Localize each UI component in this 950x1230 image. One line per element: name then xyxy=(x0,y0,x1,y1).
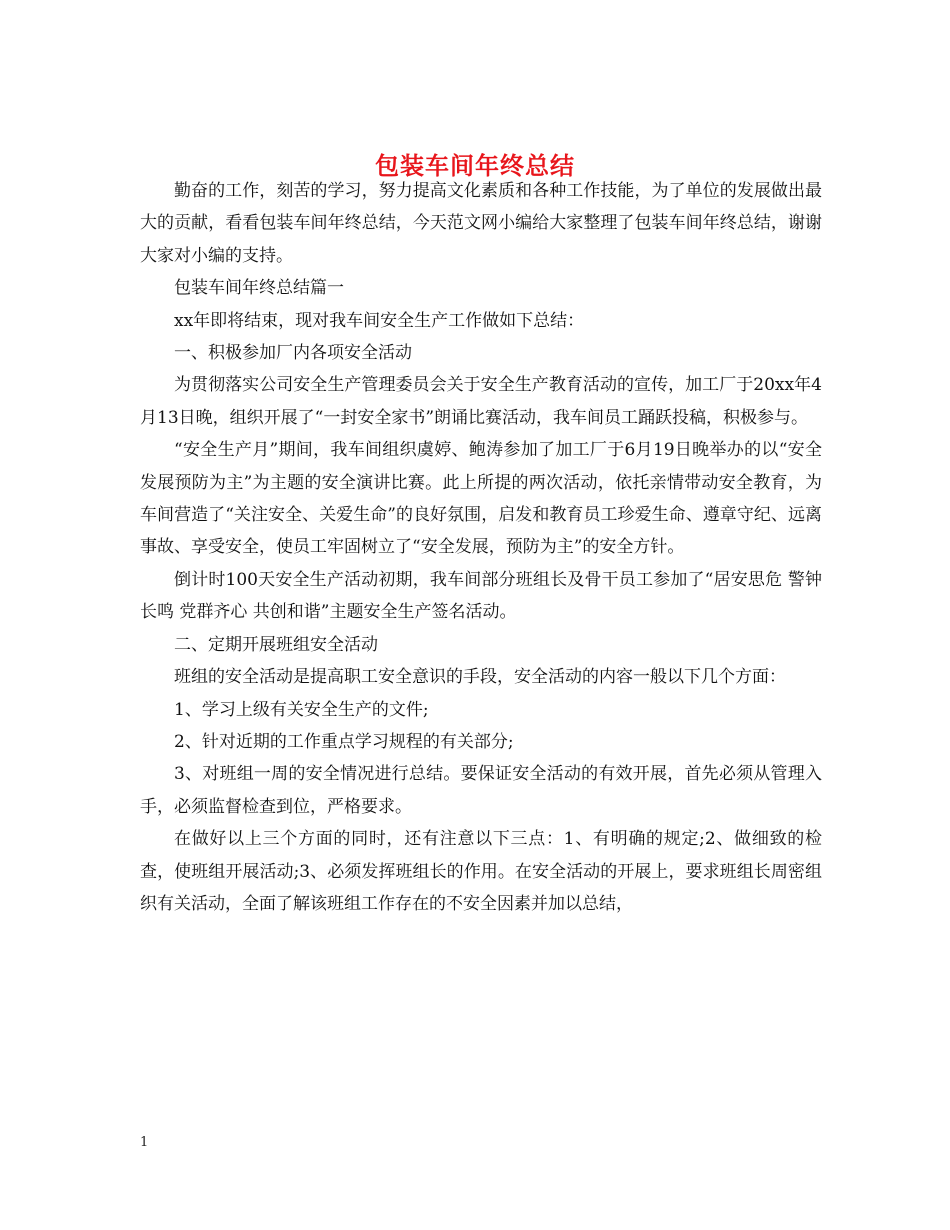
list-item-3: 3、对班组一周的安全情况进行总结。要保证安全活动的有效开展，首先必须从管理入手，必须监督检查到位，严格要求。 xyxy=(140,764,822,817)
document-body xyxy=(140,175,822,920)
paragraph-three-points: 在做好以上三个方面的同时，还有注意以下三点：1、有明确的规定;2、做细致的检查，使班组开展活动;3、必须发挥班组长的作用。在安全活动的开展上，要求班组长周密组织有关活动，全面了解该班组工作存在的不安全因素并加以总结， xyxy=(140,829,822,914)
paragraph-countdown: 倒计时100天安全生产活动初期，我车间部分班组长及骨干员工参加了“居安思危 警钟长鸣 党群齐心 共创和谐”主题安全生产签名活动。 xyxy=(140,569,822,623)
paragraph-team-activity: 班组的安全活动是提高职工安全意识的手段，安全活动的内容一般以下几个方面： xyxy=(174,667,786,688)
document-title: 包装车间年终总结 xyxy=(375,152,575,181)
list-item-1: 1、学习上级有关安全生产的文件; xyxy=(174,699,429,720)
paragraph-part-heading: 包装车间年终总结篇一 xyxy=(174,278,344,299)
section-heading-2: 二、定期开展班组安全活动 xyxy=(174,634,378,655)
section-heading-1: 一、积极参加厂内各项安全活动 xyxy=(174,343,412,364)
page-number: 1 xyxy=(140,1135,149,1150)
list-item-2: 2、针对近期的工作重点学习规程的有关部分; xyxy=(174,731,514,752)
paragraph-family-letter: 为贯彻落实公司安全生产管理委员会关于安全生产教育活动的宣传，加工厂于20xx年4月13日晚，组织开展了“一封安全家书”朗诵比赛活动，我车间员工踊跃投稿，积极参与。 xyxy=(140,375,822,428)
paragraph-opening: xx年即将结束，现对我车间安全生产工作做如下总结： xyxy=(174,310,585,331)
paragraph-safety-month: “安全生产月”期间，我车间组织虞婷、鲍涛参加了加工厂于6月19日晚举办的以“安全发展预防为主”为主题的安全演讲比赛。此上所提的两次活动，依托亲情带动安全教育，为车间营造了“关注安全、关爱生命”的良好氛围，启发和教育员工珍爱生命、遵章守纪、远离事故、享受安全，使员工牢固树立了“安全发展，预防为主”的安全方针。 xyxy=(140,440,822,558)
paragraph-intro: 勤奋的工作，刻苦的学习，努力提高文化素质和各种工作技能，为了单位的发展做出最大的贡献，看看包装车间年终总结，今天范文网小编给大家整理了包装车间年终总结，谢谢大家对小编的支持。 xyxy=(140,181,822,266)
